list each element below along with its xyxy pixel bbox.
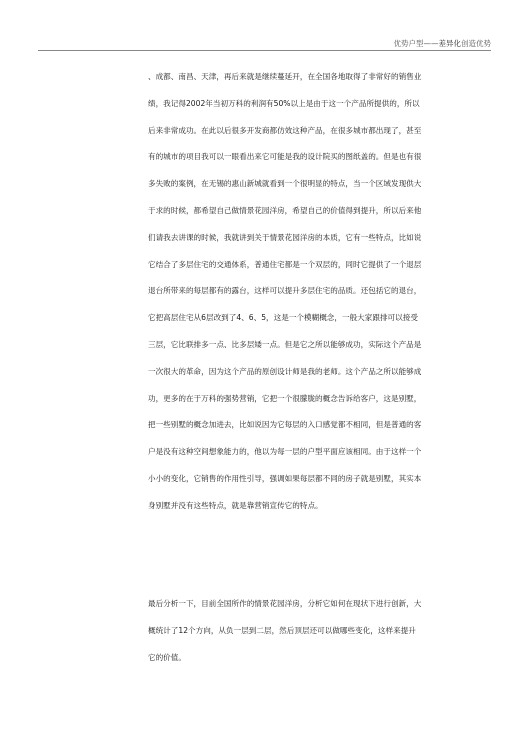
text-line: 功，更多的在于万科的强势营销，它把一个很朦胧的概念告诉给客户，这是别墅， bbox=[148, 393, 422, 403]
text-line: 们请我去讲课的时候，我就讲到关于情景花园洋房的本质，它有一些特点，比如说 bbox=[148, 232, 422, 242]
header-text-highlight: 差异化 bbox=[438, 39, 461, 48]
text-line: 小小的变化，它销售的作用性引导，强调如果每层都不同的房子就是别墅，其实本 bbox=[148, 473, 422, 483]
text-line: 绩，我记得2002年当初万科的利润有50%以上是由于这一个产品所提供的，所以 bbox=[148, 98, 420, 108]
text-line: 它的价值。 bbox=[148, 652, 186, 662]
text-line: 于求的时候，都希望自己做情景花园洋房，希望自己的价值得到提升，所以后来他 bbox=[148, 205, 422, 215]
text-line: 它结合了多层住宅的交通体系，普通住宅都是一个双层的，同时它提供了一个退层 bbox=[148, 259, 422, 269]
text-line: 最后分析一下，目前全国所作的情景花园洋房，分析它如何在现状下进行创新，大 bbox=[148, 599, 422, 608]
text-line: 把一些别墅的概念加进去，比如说因为它每层的入口感觉都不相同，但是普通的客 bbox=[148, 420, 422, 430]
text-line: 、成都、南昌、天津，再后来就是继续蔓延开，在全国各地取得了非常好的销售业 bbox=[148, 72, 422, 81]
text-line: 有的城市的项目我可以一眼看出来它可能是我的设计院买的图纸盖的。但是也有很 bbox=[148, 152, 422, 162]
header-text-prefix: 优势户型—— bbox=[393, 39, 439, 48]
text-line: 退台所带来的每层都有的露台，这样可以提升多层住宅的品质。还包括它的退台， bbox=[148, 286, 422, 296]
text-line: 它把高层住宅从6层改到了4、6、5，这是一个模糊概念，一般大家跟排可以接受 bbox=[148, 313, 418, 323]
header-divider bbox=[38, 50, 491, 51]
header-text-suffix: 创造优势 bbox=[461, 39, 491, 48]
text-line: 后来非常成功。在此以后很多开发商都仿效这种产品，在很多城市都出现了，甚至 bbox=[148, 125, 422, 135]
body-paragraph bbox=[148, 64, 484, 520]
text-line: 户是没有这种空间想象能力的，他以为每一层的户型平面应该相同。由于这样一个 bbox=[148, 447, 422, 457]
text-line: 三层，它比联排多一点、比多层矮一点。但是它之所以能够成功，实际这个产品是 bbox=[148, 339, 422, 349]
text-line: 概统计了12个方向，从负一层到二层，然后顶层还可以做哪些变化，这样来提升 bbox=[148, 625, 416, 635]
running-header bbox=[394, 38, 492, 49]
text-line: 一次很大的革命，因为这个产品的原创设计师是我的老师。这个产品之所以能够成 bbox=[148, 366, 422, 376]
body-paragraph bbox=[148, 591, 484, 671]
text-line: 身别墅并没有这些特点，就是靠营销宣传它的特点。 bbox=[148, 500, 323, 510]
text-line: 多失败的案例，在无锡的惠山新城就看到一个很明显的特点，当一个区域发现供大 bbox=[148, 179, 422, 189]
